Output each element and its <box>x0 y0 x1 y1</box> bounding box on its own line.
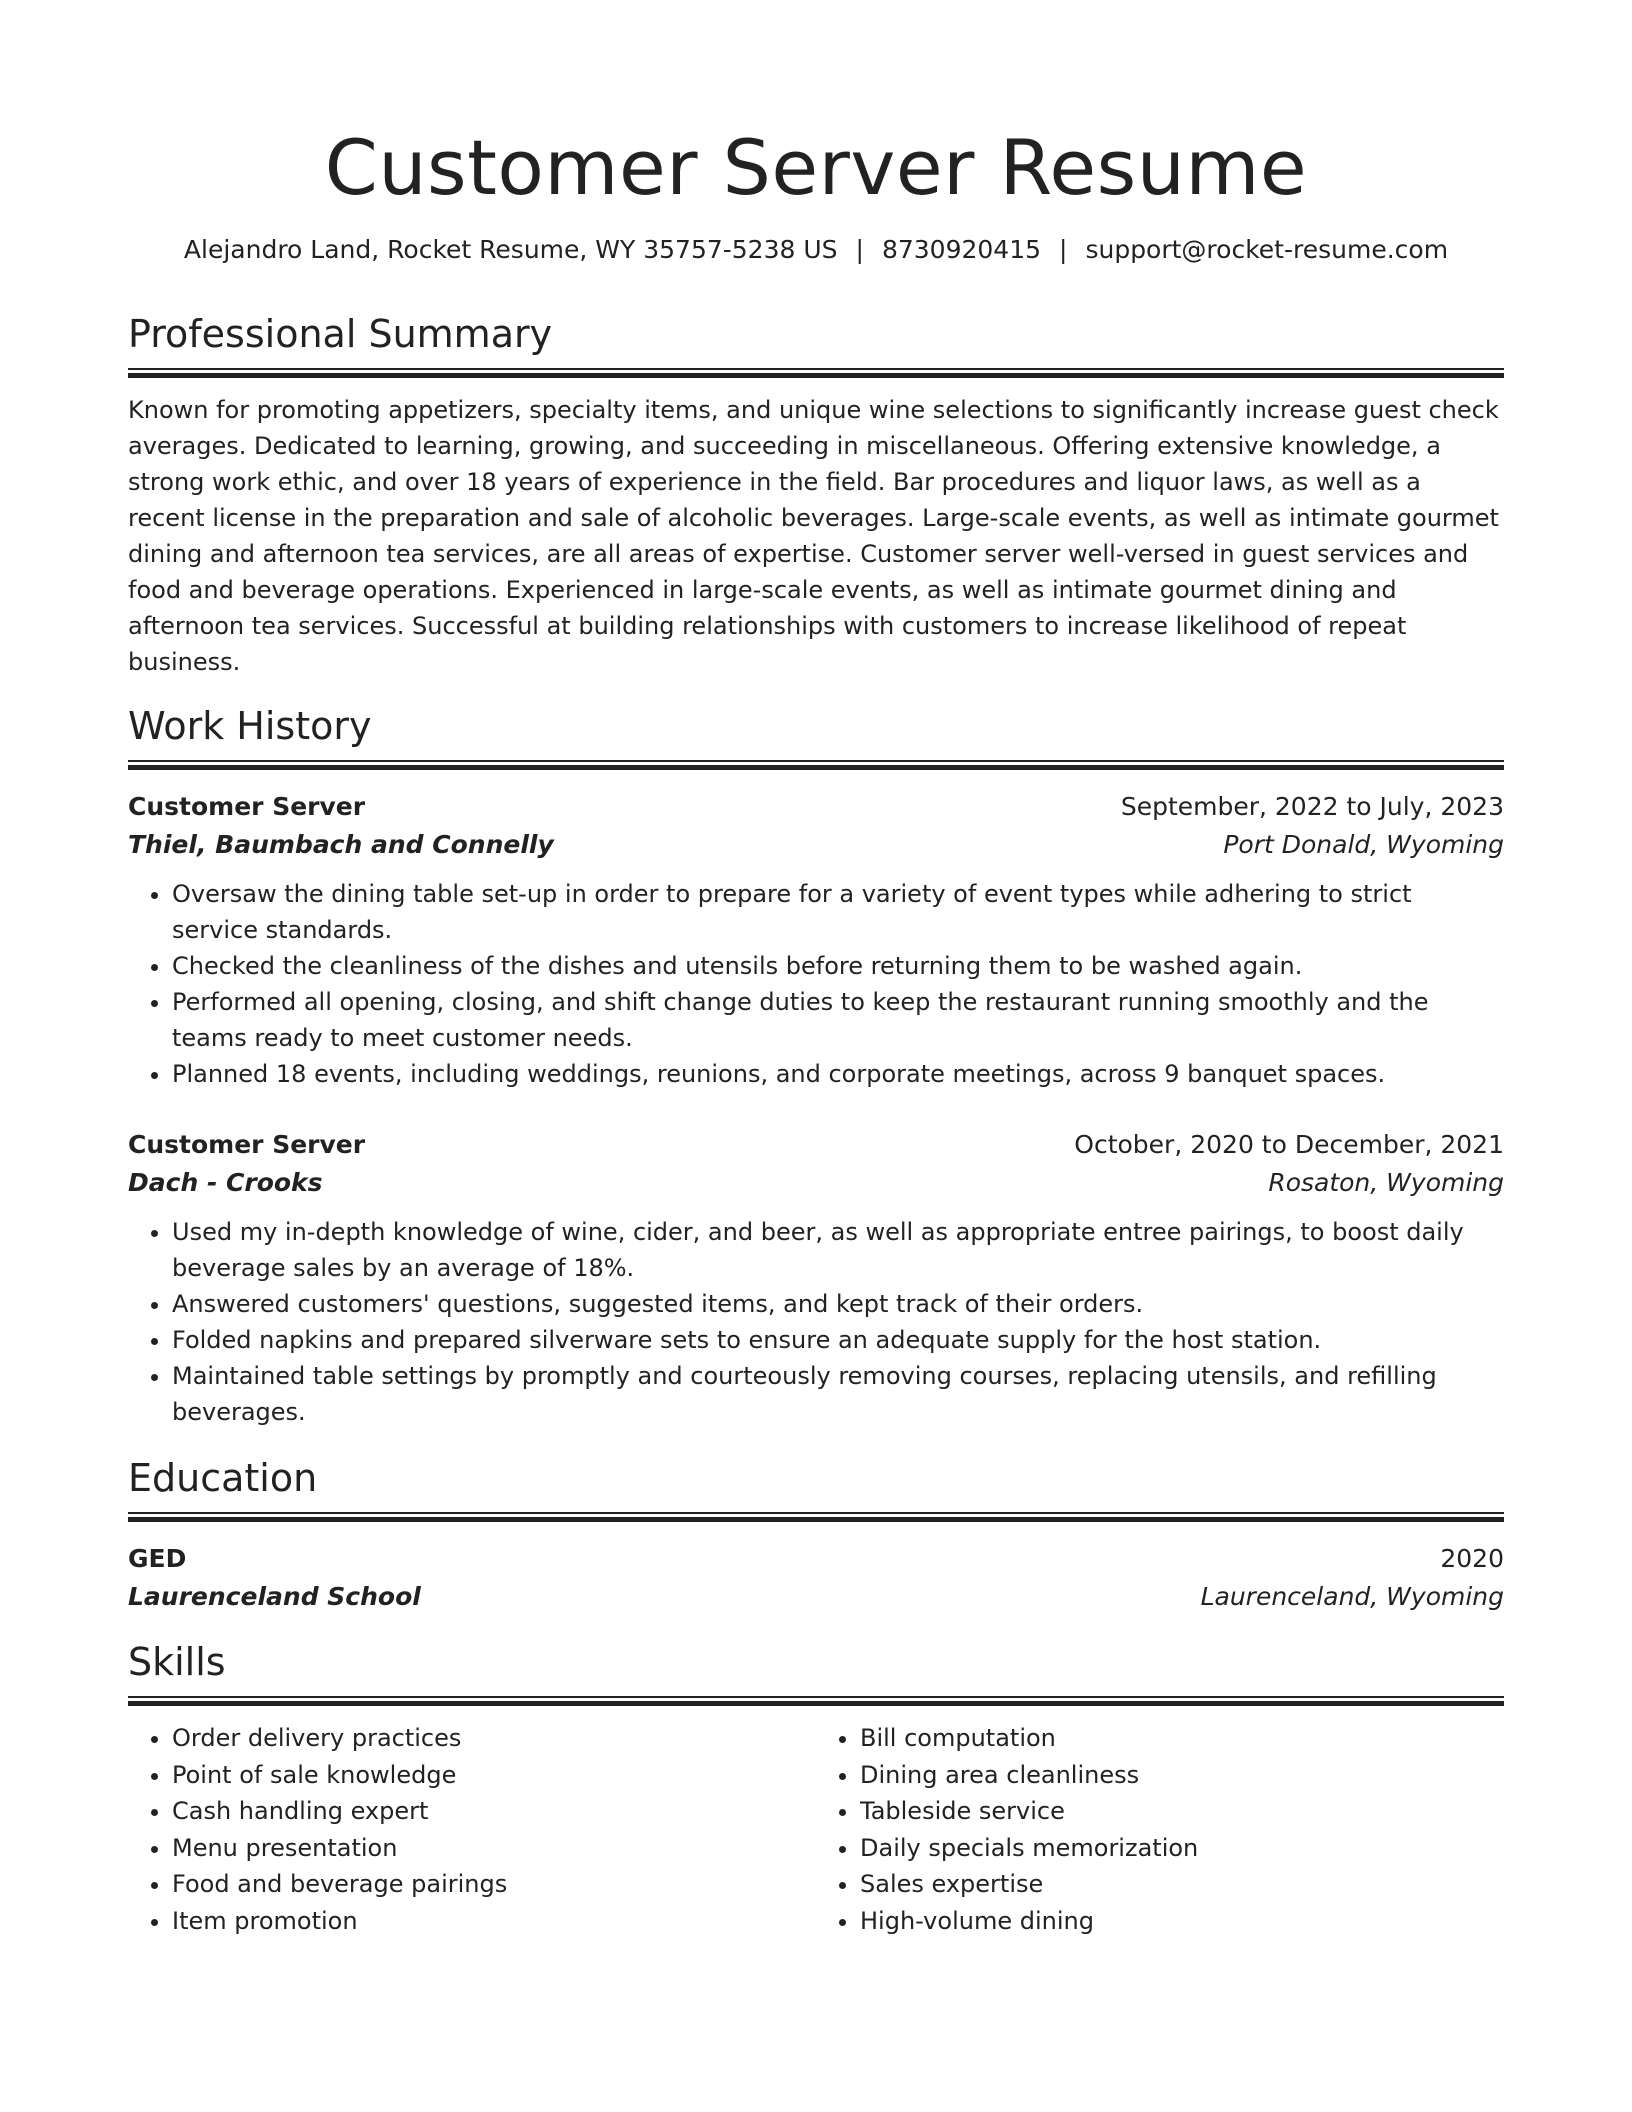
section-divider <box>128 1696 1504 1706</box>
job-company: Thiel, Baumbach and Connelly <box>128 830 554 859</box>
section-heading-skills: Skills <box>128 1640 226 1684</box>
education-school-row <box>128 1578 1504 1616</box>
skill-item: • Sales expertise <box>860 1866 1504 1903</box>
job-bullet: • Answered customers' questions, suggested items, and kept track of their orders. <box>172 1286 1504 1322</box>
contact-separator: | <box>1059 235 1068 264</box>
job-dates: September, 2022 to July, 2023 <box>1120 792 1504 821</box>
job-bullet: • Checked the cleanliness of the dishes and utensils before returning them to be washed again. <box>172 948 1504 984</box>
job-title: Customer Server <box>128 792 366 821</box>
section-heading-work-history: Work History <box>128 704 372 748</box>
skills-list-right <box>816 1720 1504 1939</box>
job-title-row <box>128 788 1504 826</box>
education-year: 2020 <box>1440 1544 1504 1573</box>
skills-columns <box>128 1720 1504 1939</box>
section-heading-summary: Professional Summary <box>128 312 553 356</box>
job-dates: October, 2020 to December, 2021 <box>1074 1130 1504 1159</box>
skill-item: • Bill computation <box>860 1720 1504 1757</box>
job-bullet: • Maintained table settings by promptly and courteously removing courses, replacing utensils, and refilling beverages. <box>172 1358 1504 1430</box>
contact-phone: 8730920415 <box>881 235 1042 264</box>
skill-item: • Order delivery practices <box>172 1720 816 1757</box>
contact-line <box>128 232 1504 268</box>
job-bullets <box>128 876 1504 1092</box>
job-company-row <box>128 1164 1504 1202</box>
job-bullet: • Folded napkins and prepared silverware sets to ensure an adequate supply for the host station. <box>172 1322 1504 1358</box>
summary-text: Known for promoting appetizers, specialty items, and unique wine selections to significantly increase guest check averages. Dedicated to learning, growing, and succeeding in miscellaneous. Offering extensive knowledge, a strong work ethic, and over 18 years of experience in the field. Bar procedures and liquor laws, as well as a recent license in the preparation and sale of alcoholic beverages. Large-scale events, as well as intimate gourmet dining and afternoon tea services, are all areas of expertise. Customer server well-versed in guest services and food and beverage operations. Experienced in large-scale events, as well as intimate gourmet dining and afternoon tea services. Successful at building relationships with customers to increase likelihood of repeat business. <box>128 396 1499 676</box>
contact-email: support@rocket-resume.com <box>1085 235 1449 264</box>
section-heading-education: Education <box>128 1456 318 1500</box>
resume-page <box>128 0 1504 1939</box>
job-location: Rosaton, Wyoming <box>1268 1168 1504 1197</box>
job-title-row <box>128 1126 1504 1164</box>
education-school: Laurenceland School <box>128 1582 421 1611</box>
education-location: Laurenceland, Wyoming <box>1200 1582 1504 1611</box>
skill-item: • Dining area cleanliness <box>860 1757 1504 1794</box>
section-divider <box>128 1512 1504 1522</box>
education-degree-row <box>128 1540 1504 1578</box>
skill-item: • Tableside service <box>860 1793 1504 1830</box>
job-bullets <box>128 1214 1504 1430</box>
job-location: Port Donald, Wyoming <box>1223 830 1504 859</box>
job-company: Dach - Crooks <box>128 1168 323 1197</box>
skills-list-left <box>128 1720 816 1939</box>
skill-item: • Point of sale knowledge <box>172 1757 816 1794</box>
skill-item: • Item promotion <box>172 1903 816 1940</box>
job-company-row <box>128 826 1504 864</box>
education-section <box>128 1454 1504 1616</box>
skill-item: • Cash handling expert <box>172 1793 816 1830</box>
job-entry <box>128 1126 1504 1430</box>
job-bullet: • Planned 18 events, including weddings, reunions, and corporate meetings, across 9 banquet spaces. <box>172 1056 1504 1092</box>
skill-item: • Menu presentation <box>172 1830 816 1867</box>
job-bullet: • Performed all opening, closing, and shift change duties to keep the restaurant running smoothly and the teams ready to meet customer needs. <box>172 984 1504 1056</box>
job-entry <box>128 788 1504 1092</box>
contact-separator: | <box>855 235 864 264</box>
job-bullet: • Used my in-depth knowledge of wine, cider, and beer, as well as appropriate entree pairings, to boost daily beverage sales by an average of 18%. <box>172 1214 1504 1286</box>
skill-item: • Food and beverage pairings <box>172 1866 816 1903</box>
summary-section <box>128 310 1504 680</box>
work-history-section <box>128 702 1504 1430</box>
education-degree: GED <box>128 1544 187 1573</box>
section-divider <box>128 760 1504 770</box>
skill-item: • High-volume dining <box>860 1903 1504 1940</box>
skill-item: • Daily specials memorization <box>860 1830 1504 1867</box>
education-entry <box>128 1540 1504 1616</box>
contact-address: Alejandro Land, Rocket Resume, WY 35757-5238 US <box>183 235 838 264</box>
skills-section <box>128 1638 1504 1939</box>
section-divider <box>128 368 1504 378</box>
job-bullet: • Oversaw the dining table set-up in order to prepare for a variety of event types while adhering to strict service standards. <box>172 876 1504 948</box>
resume-title: Customer Server Resume <box>324 123 1308 212</box>
job-title: Customer Server <box>128 1130 366 1159</box>
